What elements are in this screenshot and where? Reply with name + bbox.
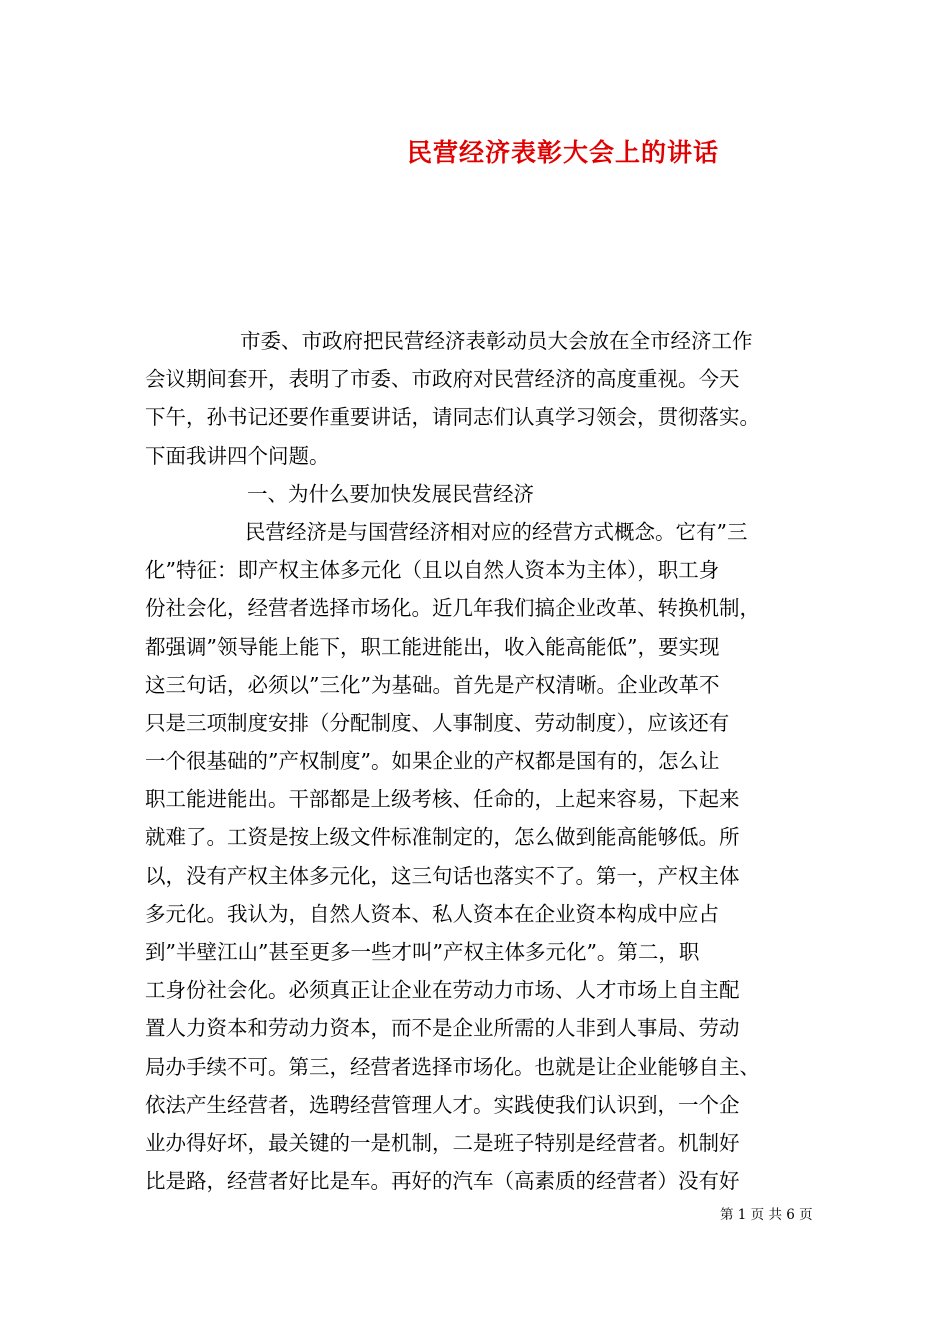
text-line: 民营经济是与国营经济相对应的经营方式概念。它有”三 <box>245 519 748 544</box>
text-line: 化”特征：即产权主体多元化（且以自然人资本为主体），职工身 <box>145 558 720 583</box>
text-line: 会议期间套开，表明了市委、市政府对民营经济的高度重视。今天 <box>145 367 740 392</box>
page-title: 民营经济表彰大会上的讲话 <box>406 138 719 167</box>
text-line: 局办手续不可。第三，经营者选择市场化。也就是让企业能够自主、 <box>145 1054 760 1079</box>
text-line: 多元化。我认为，自然人资本、私人资本在企业资本构成中应占 <box>145 901 719 926</box>
page-number: 第 1 页 共 6 页 <box>720 1207 813 1223</box>
text-line: 职工能进能出。干部都是上级考核、任命的，上起来容易，下起来 <box>145 787 740 812</box>
text-line: 以，没有产权主体多元化，这三句话也落实不了。第一，产权主体 <box>145 863 740 888</box>
text-line: 下午，孙书记还要作重要讲话，请同志们认真学习领会，贯彻落实。 <box>145 405 760 430</box>
text-line: 都强调”领导能上能下，职工能进能出，收入能高能低”，要实现 <box>145 634 720 659</box>
text-line: 到”半壁江山”甚至更多一些才叫”产权主体多元化”。第二，职 <box>145 940 700 964</box>
text-line: 比是路，经营者好比是车。再好的汽车（高素质的经营者）没有好 <box>145 1169 740 1194</box>
section-heading: 一、为什么要加快发展民营经济 <box>247 481 534 506</box>
text-line: 份社会化，经营者选择市场化。近几年我们搞企业改革、转换机制， <box>145 596 760 621</box>
text-line: 一个很基础的”产权制度”。如果企业的产权都是国有的，怎么让 <box>145 749 720 774</box>
text-line: 工身份社会化。必须真正让企业在劳动力市场、人才市场上自主配 <box>145 978 740 1003</box>
text-line: 业办得好坏，最关键的一是机制，二是班子特别是经营者。机制好 <box>145 1130 740 1155</box>
text-line: 这三句话，必须以”三化”为基础。首先是产权清晰。企业改革不 <box>145 672 720 697</box>
text-line: 就难了。工资是按上级文件标准制定的，怎么做到能高能够低。所 <box>145 825 740 850</box>
text-line: 下面我讲四个问题。 <box>145 443 330 468</box>
text-line: 置人力资本和劳动力资本，而不是企业所需的人非到人事局、劳动 <box>145 1016 740 1041</box>
document-body <box>145 322 809 1200</box>
text-line: 只是三项制度安排（分配制度、人事制度、劳动制度），应该还有 <box>145 710 730 735</box>
text-line: 市委、市政府把民营经济表彰动员大会放在全市经济工作 <box>240 329 753 353</box>
text-line: 依法产生经营者，选聘经营管理人才。实践使我们认识到，一个企 <box>145 1092 740 1117</box>
